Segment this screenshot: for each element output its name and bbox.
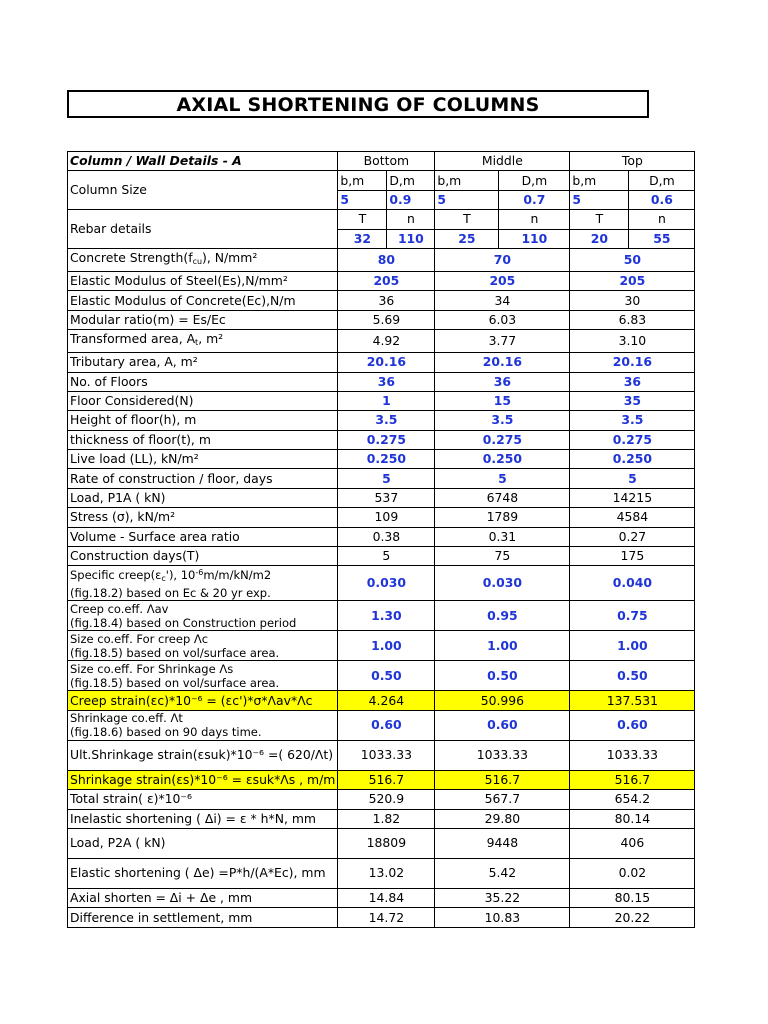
creep-coeff-value[interactable]: 1.30 — [338, 601, 435, 631]
data-row — [68, 391, 695, 410]
shrinkage-coeff-value[interactable]: 0.60 — [570, 710, 695, 740]
row-value[interactable]: 5 — [338, 469, 435, 488]
row-value[interactable]: 5 — [435, 469, 570, 488]
size-shrink-coeff-label — [68, 661, 338, 691]
shrinkage-coeff-line1 — [70, 711, 335, 725]
creep-strain-row — [68, 691, 695, 710]
size-shrink-coeff-line1 — [70, 662, 335, 676]
row-label-text: Stress (σ), kN/m² — [70, 509, 176, 525]
row-value[interactable]: 0.275 — [338, 430, 435, 449]
row-value: 4.92 — [338, 330, 435, 353]
size-shrink-coeff-value[interactable]: 0.50 — [435, 661, 570, 691]
row-label — [68, 450, 338, 469]
size-creep-coeff-value[interactable]: 1.00 — [435, 631, 570, 661]
specific-creep-sup: -6 — [195, 568, 204, 578]
data-row — [68, 508, 695, 527]
data-row — [68, 310, 695, 329]
axial-shorten-value: 35.22 — [435, 888, 570, 907]
axial-shorten-value: 80.15 — [570, 888, 695, 907]
row-value[interactable]: 20.16 — [435, 353, 570, 372]
load-p2a-value: 9448 — [435, 828, 570, 858]
size-creep-coeff-label — [68, 631, 338, 661]
row-label-text: Floor Considered(N) — [70, 393, 194, 409]
row-label — [68, 310, 338, 329]
size-sub: D,m — [629, 171, 695, 190]
row-value: 5 — [338, 547, 435, 566]
rebar-value[interactable]: 55 — [629, 229, 695, 248]
creep-strain-value: 137.531 — [570, 691, 695, 710]
rebar-label: Rebar details — [68, 210, 338, 249]
size-shrink-coeff-line2: (fig.18.5) based on vol/surface area. — [70, 675, 280, 690]
load-p2a-value: 406 — [570, 828, 695, 858]
ult-shrinkage-strain-label: Ult.Shrinkage strain(εsuk)*10⁻⁶ =( 620/Λt) — [68, 740, 338, 770]
row-value: 30 — [570, 291, 695, 310]
rebar-value[interactable]: 110 — [499, 229, 570, 248]
row-label — [68, 469, 338, 488]
row-label — [68, 271, 338, 290]
total-strain-row — [68, 790, 695, 809]
row-value[interactable]: 5 — [570, 469, 695, 488]
difference-settlement-row — [68, 908, 695, 927]
size-value[interactable]: 0.9 — [387, 190, 435, 209]
data-row — [68, 469, 695, 488]
rebar-sub: n — [387, 210, 435, 229]
size-value[interactable]: 0.6 — [629, 190, 695, 209]
size-value[interactable]: 5 — [570, 190, 629, 209]
row-label — [68, 391, 338, 410]
data-row — [68, 488, 695, 507]
total-strain-label: Total strain( ε)*10⁻⁶ — [68, 790, 338, 809]
inelastic-shortening-value: 80.14 — [570, 809, 695, 828]
shrinkage-strain-row — [68, 770, 695, 789]
specific-creep-value[interactable]: 0.030 — [338, 566, 435, 601]
row-label-text: Transformed area, A — [70, 331, 196, 347]
axial-shorten-row — [68, 888, 695, 907]
size-creep-coeff-row — [68, 631, 695, 661]
rebar-row — [68, 210, 695, 229]
row-value[interactable]: 0.250 — [435, 450, 570, 469]
row-value[interactable]: 20.16 — [338, 353, 435, 372]
size-sub: D,m — [387, 171, 435, 190]
row-value: 34 — [435, 291, 570, 310]
middle-header: Middle — [435, 152, 570, 171]
elastic-shortening-value: 13.02 — [338, 858, 435, 888]
row-value[interactable]: 3.5 — [435, 411, 570, 430]
rebar-sub: T — [435, 210, 499, 229]
specific-creep-row — [68, 566, 695, 601]
row-label-tail: ), N/mm² — [202, 249, 258, 265]
rebar-value[interactable]: 20 — [570, 229, 629, 248]
creep-strain-value: 50.996 — [435, 691, 570, 710]
row-value: 6748 — [435, 488, 570, 507]
total-strain-value: 654.2 — [570, 790, 695, 809]
shrinkage-strain-value: 516.7 — [435, 770, 570, 789]
creep-strain-value: 4.264 — [338, 691, 435, 710]
top-header: Top — [570, 152, 695, 171]
row-value: 1789 — [435, 508, 570, 527]
specific-creep-tail2: m/m/kN/m2 — [203, 568, 272, 583]
size-shrink-coeff-row — [68, 661, 695, 691]
creep-coeff-line1 — [70, 602, 335, 616]
creep-coeff-line1-text: Creep co.eff. Λav — [70, 601, 169, 616]
row-value[interactable]: 50 — [570, 248, 695, 271]
row-label-text: Live load (LL), kN/m² — [70, 451, 199, 467]
row-label — [68, 330, 338, 353]
row-label — [68, 372, 338, 391]
specific-creep-line1 — [70, 566, 335, 586]
row-value[interactable]: 35 — [570, 391, 695, 410]
row-label-text: No. of Floors — [70, 373, 148, 389]
creep-coeff-value[interactable]: 0.75 — [570, 601, 695, 631]
row-value[interactable]: 36 — [570, 372, 695, 391]
row-label-text: Tributary area, A, m² — [70, 354, 198, 370]
row-label — [68, 488, 338, 507]
bottom-header: Bottom — [338, 152, 435, 171]
rebar-sub: T — [338, 210, 387, 229]
size-shrink-coeff-line1-text: Size co.eff. For Shrinkage Λs — [70, 661, 234, 676]
row-value[interactable]: 205 — [435, 271, 570, 290]
elastic-shortening-row — [68, 858, 695, 888]
data-row — [68, 248, 695, 271]
size-sub: D,m — [499, 171, 570, 190]
specific-creep-line1-text: Specific creep(ε — [70, 568, 162, 583]
row-value[interactable]: 0.250 — [570, 450, 695, 469]
column-details-label: Column / Wall Details - A — [68, 152, 338, 171]
row-label — [68, 291, 338, 310]
column-size-label: Column Size — [68, 171, 338, 210]
specific-creep-value[interactable]: 0.030 — [435, 566, 570, 601]
rebar-sub: n — [629, 210, 695, 229]
row-value: 3.77 — [435, 330, 570, 353]
row-label-sub: cu — [192, 256, 203, 266]
ult-shrinkage-strain-value: 1033.33 — [338, 740, 435, 770]
row-label-tail: , m² — [198, 331, 224, 347]
difference-settlement-value: 10.83 — [435, 908, 570, 927]
data-row — [68, 330, 695, 353]
shrinkage-coeff-line2: (fig.18.6) based on 90 days time. — [70, 725, 262, 740]
row-label — [68, 430, 338, 449]
row-value[interactable]: 0.275 — [435, 430, 570, 449]
row-label-text: Rate of construction / floor, days — [70, 470, 273, 486]
row-value[interactable]: 1 — [338, 391, 435, 410]
rebar-sub: T — [570, 210, 629, 229]
size-value[interactable]: 5 — [338, 190, 387, 209]
size-creep-coeff-line1 — [70, 632, 335, 646]
row-label — [68, 547, 338, 566]
creep-strain-label: Creep strain(εc)*10⁻⁶ = (εc')*σ*Λav*Λc — [68, 691, 338, 710]
elastic-shortening-value: 0.02 — [570, 858, 695, 888]
size-creep-coeff-value[interactable]: 1.00 — [570, 631, 695, 661]
row-label — [68, 353, 338, 372]
creep-coeff-value[interactable]: 0.95 — [435, 601, 570, 631]
row-value: 4584 — [570, 508, 695, 527]
specific-creep-line2: (fig.18.2) based on Ec & 20 yr exp. — [70, 586, 271, 601]
page-title: AXIAL SHORTENING OF COLUMNS — [67, 90, 649, 118]
row-value: 0.38 — [338, 527, 435, 546]
axial-shorten-value: 14.84 — [338, 888, 435, 907]
ult-shrinkage-strain-row — [68, 740, 695, 770]
row-label-text: Height of floor(h), m — [70, 412, 197, 428]
size-shrink-coeff-value[interactable]: 0.50 — [570, 661, 695, 691]
data-row — [68, 547, 695, 566]
row-value[interactable]: 70 — [435, 248, 570, 271]
shrinkage-coeff-row — [68, 710, 695, 740]
data-row — [68, 450, 695, 469]
size-sub: b,m — [570, 171, 629, 190]
data-row — [68, 353, 695, 372]
elastic-shortening-label: Elastic shortening ( Δe) =P*h/(A*Ec), mm — [68, 858, 338, 888]
shrinkage-strain-label: Shrinkage strain(εs)*10⁻⁶ = εsuk*Λs , m/m — [68, 770, 338, 789]
inelastic-shortening-label: Inelastic shortening ( Δi) = ε * h*N, mm — [68, 809, 338, 828]
row-value: 36 — [338, 291, 435, 310]
row-value[interactable]: 20.16 — [570, 353, 695, 372]
row-value: 6.83 — [570, 310, 695, 329]
row-value: 175 — [570, 547, 695, 566]
size-shrink-coeff-value[interactable]: 0.50 — [338, 661, 435, 691]
total-strain-value: 520.9 — [338, 790, 435, 809]
shrinkage-coeff-line1-text: Shrinkage co.eff. Λt — [70, 711, 183, 726]
row-value: 0.27 — [570, 527, 695, 546]
rebar-value[interactable]: 25 — [435, 229, 499, 248]
shrinkage-coeff-label — [68, 710, 338, 740]
row-value: 3.10 — [570, 330, 695, 353]
row-label-text: Volume - Surface area ratio — [70, 528, 240, 544]
row-value[interactable]: 3.5 — [338, 411, 435, 430]
row-label-text: Elastic Modulus of Concrete(Ec),N/m — [70, 292, 296, 308]
load-p2a-value: 18809 — [338, 828, 435, 858]
creep-coeff-row — [68, 601, 695, 631]
row-value: 14215 — [570, 488, 695, 507]
inelastic-shortening-value: 29.80 — [435, 809, 570, 828]
row-label — [68, 527, 338, 546]
row-value[interactable]: 36 — [435, 372, 570, 391]
size-creep-coeff-line1-text: Size co.eff. For creep Λc — [70, 631, 209, 646]
row-label-text: Modular ratio(m) = Es/Ec — [70, 311, 226, 327]
size-value[interactable]: 5 — [435, 190, 499, 209]
axial-shorten-label: Axial shorten = Δi + Δe , mm — [68, 888, 338, 907]
size-sub: b,m — [338, 171, 387, 190]
row-label-text: Elastic Modulus of Steel(Es),N/mm² — [70, 273, 288, 289]
row-value[interactable]: 36 — [338, 372, 435, 391]
row-value[interactable]: 15 — [435, 391, 570, 410]
creep-coeff-label — [68, 601, 338, 631]
column-size-row — [68, 171, 695, 190]
data-row — [68, 372, 695, 391]
elastic-shortening-value: 5.42 — [435, 858, 570, 888]
row-value[interactable]: 0.275 — [570, 430, 695, 449]
difference-settlement-value: 20.22 — [570, 908, 695, 927]
row-label — [68, 411, 338, 430]
data-row — [68, 271, 695, 290]
shrinkage-coeff-value[interactable]: 0.60 — [435, 710, 570, 740]
specific-creep-value[interactable]: 0.040 — [570, 566, 695, 601]
data-row — [68, 430, 695, 449]
specific-creep-label — [68, 566, 338, 601]
data-row — [68, 411, 695, 430]
creep-coeff-line2: (fig.18.4) based on Construction period — [70, 615, 297, 630]
row-label — [68, 248, 338, 271]
inelastic-shortening-row — [68, 809, 695, 828]
ult-shrinkage-strain-value: 1033.33 — [570, 740, 695, 770]
row-label-text: Load, P1A ( kN) — [70, 490, 166, 506]
load-p2a-label: Load, P2A ( kN) — [68, 828, 338, 858]
difference-settlement-value: 14.72 — [338, 908, 435, 927]
row-value[interactable]: 205 — [570, 271, 695, 290]
shrinkage-strain-value: 516.7 — [570, 770, 695, 789]
axial-shortening-table — [67, 151, 695, 928]
difference-settlement-label: Difference in settlement, mm — [68, 908, 338, 927]
specific-creep-tail: '), 10 — [165, 568, 196, 583]
size-sub: b,m — [435, 171, 499, 190]
row-value: 5.69 — [338, 310, 435, 329]
load-p2a-row — [68, 828, 695, 858]
header-row — [68, 152, 695, 171]
row-value: 109 — [338, 508, 435, 527]
total-strain-value: 567.7 — [435, 790, 570, 809]
row-value: 0.31 — [435, 527, 570, 546]
row-value[interactable]: 0.250 — [338, 450, 435, 469]
inelastic-shortening-value: 1.82 — [338, 809, 435, 828]
specific-creep-sub: c — [161, 574, 166, 584]
rebar-value[interactable]: 110 — [387, 229, 435, 248]
row-value[interactable]: 3.5 — [570, 411, 695, 430]
row-value[interactable]: 205 — [338, 271, 435, 290]
row-label-text: Concrete Strength(f — [70, 249, 193, 265]
row-value: 6.03 — [435, 310, 570, 329]
size-value[interactable]: 0.7 — [499, 190, 570, 209]
row-value[interactable]: 80 — [338, 248, 435, 271]
data-row — [68, 527, 695, 546]
row-value: 537 — [338, 488, 435, 507]
shrinkage-strain-value: 516.7 — [338, 770, 435, 789]
row-label-sub: t — [195, 338, 199, 348]
ult-shrinkage-strain-value: 1033.33 — [435, 740, 570, 770]
data-row — [68, 291, 695, 310]
row-label — [68, 508, 338, 527]
row-label-text: Construction days(T) — [70, 548, 200, 564]
row-label-text: thickness of floor(t), m — [70, 431, 211, 447]
shrinkage-coeff-value[interactable]: 0.60 — [338, 710, 435, 740]
rebar-sub: n — [499, 210, 570, 229]
size-creep-coeff-value[interactable]: 1.00 — [338, 631, 435, 661]
size-creep-coeff-line2: (fig.18.5) based on vol/surface area. — [70, 645, 280, 660]
rebar-value[interactable]: 32 — [338, 229, 387, 248]
row-value: 75 — [435, 547, 570, 566]
